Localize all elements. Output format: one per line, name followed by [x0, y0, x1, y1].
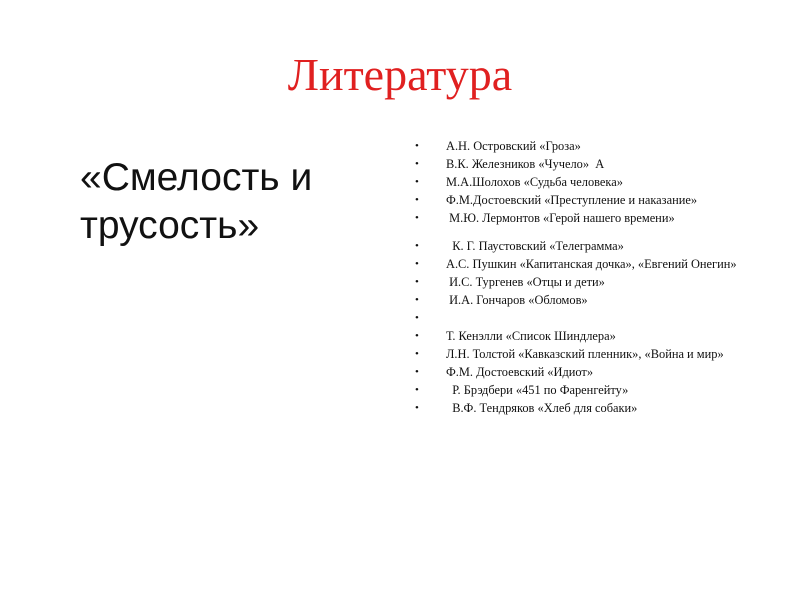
book-entry: А.Н. Островский «Гроза» [446, 139, 581, 153]
slide-title: Литература [287, 49, 513, 100]
list-item [412, 348, 762, 361]
list-item [412, 330, 762, 343]
bullet-icon: • [415, 140, 419, 152]
bullet-icon: • [415, 348, 419, 360]
book-entry: И.А. Гончаров «Обломов» [446, 293, 588, 307]
book-entry: Р. Брэдбери «451 по Фаренгейту» [446, 383, 629, 397]
list-item [412, 194, 762, 207]
list-item [412, 384, 762, 397]
list-item [412, 258, 762, 271]
bullet-icon: • [415, 384, 419, 396]
bullet-icon: • [415, 240, 419, 252]
book-entry: Ф.М. Достоевский «Идиот» [446, 365, 594, 379]
list-item [412, 158, 762, 171]
book-entry: В.Ф. Тендряков «Хлеб для собаки» [446, 401, 638, 415]
bullet-icon: • [415, 158, 419, 170]
bullet-icon: • [415, 366, 419, 378]
list-item [412, 212, 762, 225]
list-item [412, 312, 762, 325]
book-entry: Ф.М.Достоевский «Преступление и наказание» [446, 193, 698, 207]
book-entry: Т. Кенэлли «Список Шиндлера» [446, 329, 616, 343]
list-item [412, 176, 762, 189]
bullet-icon: • [415, 258, 419, 270]
bullet-icon: • [415, 312, 419, 324]
bullet-icon: • [415, 212, 419, 224]
book-entry: К. Г. Паустовский «Телеграмма» [446, 239, 624, 253]
bullet-icon: • [415, 330, 419, 342]
list-item [412, 240, 762, 253]
list-item [412, 294, 762, 307]
book-entry: Л.Н. Толстой «Кавказский пленник», «Война и мир» [446, 347, 724, 361]
bullet-icon: • [415, 294, 419, 306]
list-item [412, 140, 762, 153]
topic-heading: «Смелость и трусость» [80, 156, 313, 247]
list-item [412, 402, 762, 415]
book-list [412, 140, 762, 420]
book-entry: М.Ю. Лермонтов «Герой нашего времени» [446, 211, 675, 225]
bullet-icon: • [415, 402, 419, 414]
bullet-icon: • [415, 176, 419, 188]
book-entry: В.К. Железников «Чучело» А [446, 157, 605, 171]
list-item [412, 276, 762, 289]
book-entry: И.С. Тургенев «Отцы и дети» [446, 275, 605, 289]
book-entry: А.С. Пушкин «Капитанская дочка», «Евгений Онегин» [446, 257, 737, 271]
bullet-icon: • [415, 276, 419, 288]
list-item [412, 366, 762, 379]
book-entry: М.А.Шолохов «Судьба человека» [446, 175, 623, 189]
bullet-icon: • [415, 194, 419, 206]
